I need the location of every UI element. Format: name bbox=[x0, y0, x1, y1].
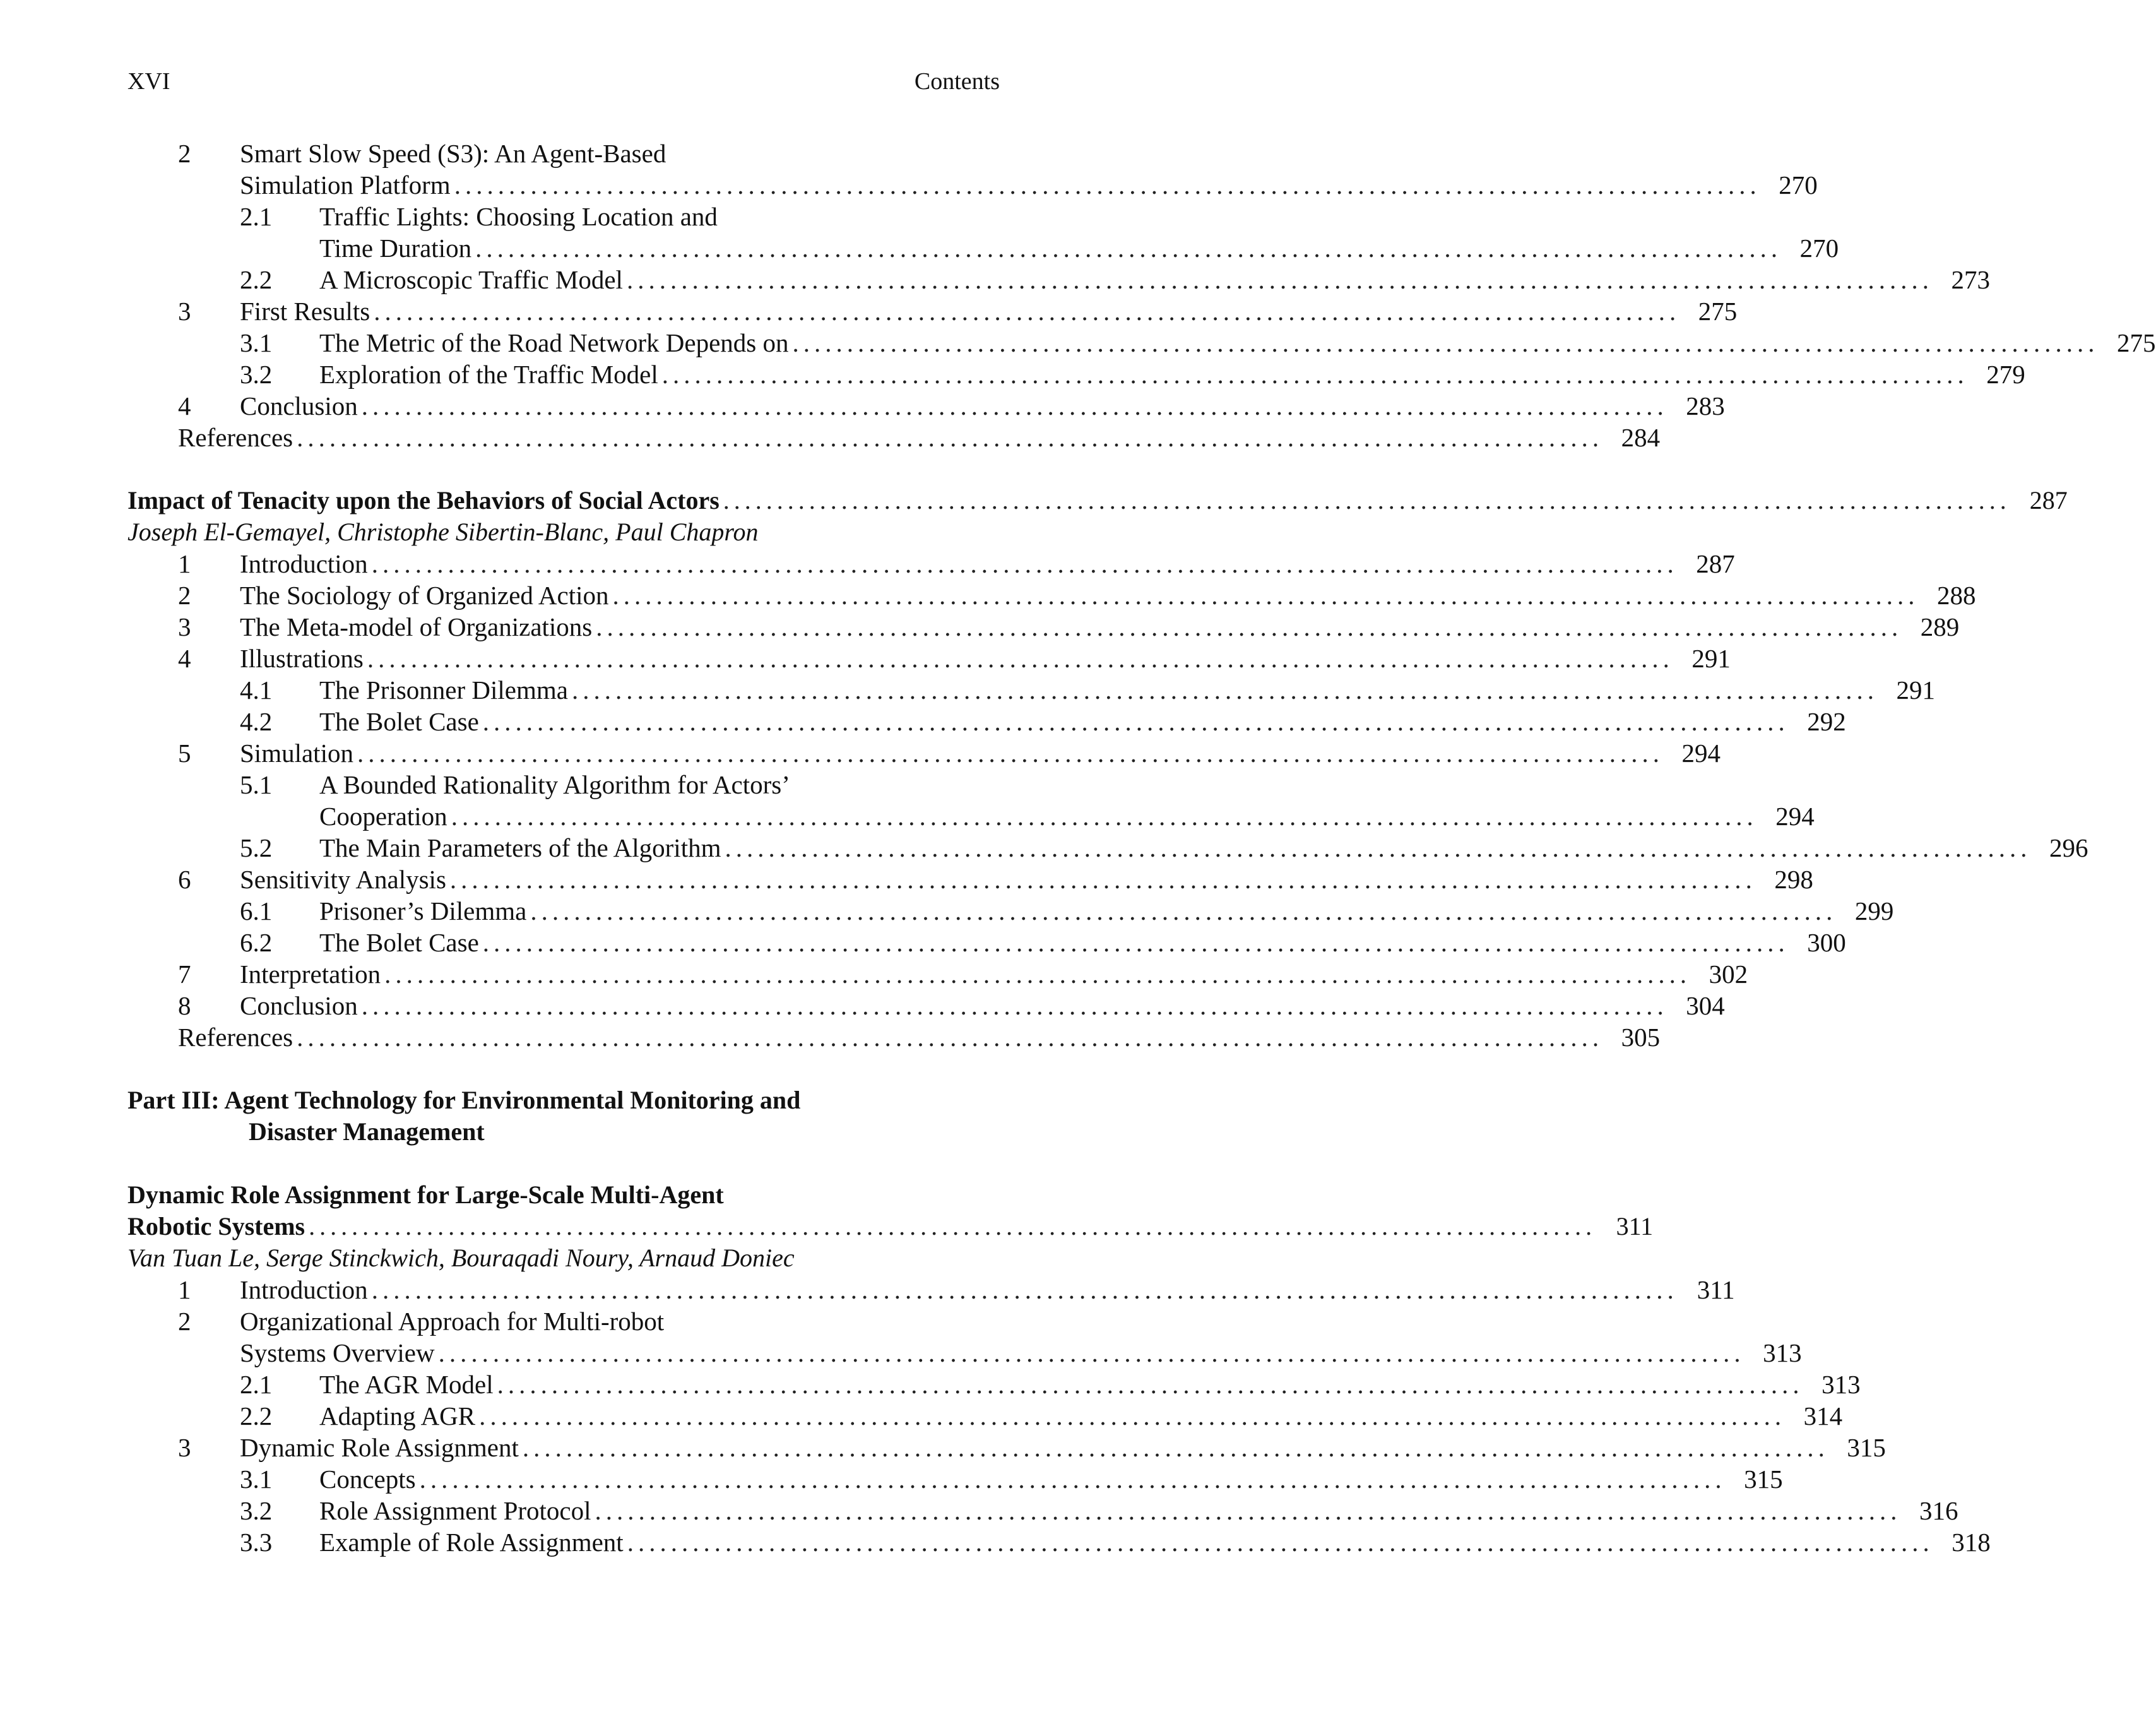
toc-entry-title: The Prisonner Dilemma bbox=[319, 675, 568, 705]
toc-entry-title: Cooperation bbox=[319, 802, 447, 831]
toc-chapter-title[interactable]: Impact of Tenacity upon the Behaviors of Social Actors ........................................................................................................................ 287 bbox=[127, 485, 1000, 516]
toc-page-number: 294 bbox=[1775, 802, 1815, 831]
toc-entry[interactable]: 1 Introduction ........................................................................................................................ 311 bbox=[178, 1275, 1735, 1304]
toc-entry-title: Exploration of the Traffic Model bbox=[319, 360, 658, 389]
toc-page-number: 287 bbox=[2029, 486, 2068, 514]
toc-page-number: 299 bbox=[1854, 896, 1894, 925]
toc-entry-title: The Meta-model of Organizations bbox=[240, 612, 593, 641]
toc-entry-title: Sensitivity Analysis bbox=[240, 865, 446, 894]
toc-page-number: 294 bbox=[1681, 739, 1721, 768]
toc-entry-title: The Bolet Case bbox=[319, 707, 479, 736]
toc-entry-title: A Microscopic Traffic Model bbox=[319, 265, 623, 294]
table-of-contents bbox=[127, 138, 2156, 1558]
toc-entry[interactable]: Time Duration ........................................................................................................................ 270 bbox=[319, 234, 1839, 263]
toc-entry-title: Adapting AGR bbox=[319, 1401, 476, 1430]
toc-page-number: 270 bbox=[1799, 234, 1839, 263]
toc-entry[interactable]: 8 Conclusion ........................................................................................................................ 304 bbox=[178, 991, 1725, 1020]
toc-entry[interactable]: 2.2 A Microscopic Traffic Model ........................................................................................................................ 273 bbox=[240, 265, 1990, 294]
toc-page-number: 296 bbox=[2049, 833, 2088, 862]
toc-entry[interactable]: Systems Overview ........................................................................................................................ 313 bbox=[240, 1338, 1802, 1367]
toc-entry[interactable]: 3.2 Exploration of the Traffic Model ........................................................................................................................ 279 bbox=[240, 360, 2025, 389]
toc-page-number: 311 bbox=[1697, 1275, 1735, 1304]
chapter-authors: Van Tuan Le, Serge Stinckwich, Bouraqadi Noury, Arnaud Doniec bbox=[127, 1244, 795, 1272]
running-title: Contents bbox=[914, 68, 1000, 95]
toc-entry[interactable]: 6 Sensitivity Analysis ........................................................................................................................ 298 bbox=[178, 865, 1813, 894]
toc-page-number: 298 bbox=[1774, 865, 1813, 894]
toc-page-number: 313 bbox=[1763, 1338, 1802, 1367]
toc-page-number: 313 bbox=[1821, 1370, 1861, 1399]
toc-page-number: 300 bbox=[1807, 928, 1846, 957]
toc-entry[interactable]: 4.1 The Prisonner Dilemma ........................................................................................................................ 291 bbox=[240, 675, 1935, 705]
toc-entry-title: Introduction bbox=[240, 1275, 368, 1304]
toc-entry-title: The Sociology of Organized Action bbox=[240, 581, 609, 610]
toc-entry-title: The AGR Model bbox=[319, 1370, 494, 1399]
toc-entry-title: The Main Parameters of the Algorithm bbox=[319, 833, 721, 862]
toc-page-number: 284 bbox=[1621, 423, 1661, 452]
page-number: XVI bbox=[127, 68, 170, 95]
toc-page-number: 291 bbox=[1896, 675, 1935, 705]
toc-entry[interactable]: 4.2 The Bolet Case ........................................................................................................................ 292 bbox=[240, 707, 1846, 736]
toc-entry-references[interactable]: References ........................................................................................................................ 284 bbox=[178, 423, 1661, 452]
toc-entry[interactable]: 3.3 Example of Role Assignment ........................................................................................................................ 318 bbox=[240, 1528, 1991, 1557]
toc-entry-title: Interpretation bbox=[240, 960, 381, 989]
toc-page-number: 273 bbox=[1951, 265, 1990, 294]
toc-page-number: 283 bbox=[1686, 391, 1725, 420]
toc-entry[interactable]: 2 The Sociology of Organized Action ........................................................................................................................ 288 bbox=[178, 581, 1976, 610]
toc-entry-title: Systems Overview bbox=[240, 1338, 435, 1367]
toc-entry[interactable]: 4 Illustrations ........................................................................................................................ 291 bbox=[178, 644, 1731, 673]
toc-entry-references[interactable]: References ........................................................................................................................ 305 bbox=[178, 1023, 1661, 1052]
toc-entry-title: References bbox=[178, 423, 293, 452]
toc-entry[interactable]: 2 Organizational Approach for Multi-robot bbox=[178, 1307, 665, 1336]
toc-page-number: 314 bbox=[1803, 1401, 1843, 1430]
toc-entry[interactable]: 2.2 Adapting AGR ........................................................................................................................ 314 bbox=[240, 1401, 1843, 1430]
toc-entry-title: Example of Role Assignment bbox=[319, 1528, 624, 1557]
toc-page-number: 318 bbox=[1952, 1528, 1991, 1557]
toc-entry-title: Conclusion bbox=[240, 391, 358, 420]
chapter-title-line2: Robotic Systems bbox=[127, 1212, 305, 1240]
toc-entry-title: Illustrations bbox=[240, 644, 364, 673]
toc-entry[interactable]: 5.2 The Main Parameters of the Algorithm ........................................................................................................................ 296 bbox=[240, 833, 2088, 862]
toc-entry[interactable]: 5.1 A Bounded Rationality Algorithm for Actors’ bbox=[240, 770, 790, 799]
toc-entry[interactable]: 3 The Meta-model of Organizations ........................................................................................................................ 289 bbox=[178, 612, 1960, 641]
part-heading-line1: Part III: Agent Technology for Environmental Monitoring and bbox=[127, 1086, 801, 1114]
toc-page-number: 288 bbox=[1937, 581, 1976, 610]
toc-entry[interactable]: 7 Interpretation ........................................................................................................................ 302 bbox=[178, 960, 1748, 989]
toc-entry[interactable]: 2 Smart Slow Speed (S3): An Agent-Based bbox=[178, 139, 666, 168]
toc-entry[interactable]: 5 Simulation ........................................................................................................................ 294 bbox=[178, 739, 1721, 768]
part-heading[interactable] bbox=[127, 1085, 1000, 1148]
toc-entry-title: The Bolet Case bbox=[319, 928, 479, 957]
toc-entry-title: Conclusion bbox=[240, 991, 358, 1020]
toc-entry-title: Simulation bbox=[240, 739, 353, 768]
toc-entry[interactable]: 6.1 Prisoner’s Dilemma ........................................................................................................................ 299 bbox=[240, 896, 1894, 925]
toc-entry-title: The Metric of the Road Network Depends on bbox=[319, 328, 789, 357]
toc-entry-title: Dynamic Role Assignment bbox=[240, 1433, 519, 1462]
toc-page-number: 289 bbox=[1920, 612, 1960, 641]
toc-entry-title: Introduction bbox=[240, 549, 368, 578]
toc-page-number: 275 bbox=[1698, 297, 1738, 326]
toc-page-number: 302 bbox=[1709, 960, 1748, 989]
toc-page-number: 279 bbox=[1986, 360, 2025, 389]
toc-entry[interactable]: 3 First Results ........................................................................................................................ 275 bbox=[178, 297, 1738, 326]
running-header bbox=[127, 66, 1000, 97]
toc-page-number: 311 bbox=[1616, 1212, 1654, 1240]
toc-entry-title: Simulation Platform bbox=[240, 170, 451, 199]
toc-page-number: 305 bbox=[1621, 1023, 1661, 1052]
chapter-title-line1: Dynamic Role Assignment for Large-Scale Multi-Agent bbox=[127, 1180, 724, 1209]
toc-page-number: 292 bbox=[1807, 707, 1846, 736]
toc-chapter-title[interactable] bbox=[127, 1179, 1000, 1211]
toc-page-number: 315 bbox=[1847, 1433, 1886, 1462]
part-heading-line2: Disaster Management bbox=[249, 1117, 485, 1146]
toc-entry-title: References bbox=[178, 1023, 293, 1052]
toc-entry[interactable]: Simulation Platform ........................................................................................................................ 270 bbox=[240, 170, 1818, 199]
toc-entry[interactable]: 1 Introduction ........................................................................................................................ 287 bbox=[178, 549, 1735, 578]
toc-chapter-title[interactable]: Robotic Systems ........................................................................................................................ 311 bbox=[127, 1211, 1000, 1242]
toc-page-number: 287 bbox=[1696, 549, 1735, 578]
toc-page-number: 315 bbox=[1744, 1465, 1783, 1494]
toc-page-number: 304 bbox=[1686, 991, 1725, 1020]
toc-entry[interactable]: 4 Conclusion ........................................................................................................................ 283 bbox=[178, 391, 1725, 420]
toc-entry-title: First Results bbox=[240, 297, 370, 326]
chapter-title: Impact of Tenacity upon the Behaviors of Social Actors bbox=[127, 486, 720, 514]
chapter-authors: Joseph El-Gemayel, Christophe Sibertin-Blanc, Paul Chapron bbox=[127, 518, 759, 546]
toc-entry[interactable]: 2.1 Traffic Lights: Choosing Location and bbox=[240, 202, 718, 231]
toc-entry[interactable]: 3.1 The Metric of the Road Network Depends on ........................................................................................................................ 275 bbox=[240, 328, 2156, 357]
toc-entry-title: Prisoner’s Dilemma bbox=[319, 896, 527, 925]
toc-page-number: 275 bbox=[2117, 328, 2156, 357]
toc-entry[interactable]: 3.2 Role Assignment Protocol ........................................................................................................................ 316 bbox=[240, 1496, 1958, 1525]
toc-entry-title: Concepts bbox=[319, 1465, 416, 1494]
toc-page-number: 291 bbox=[1691, 644, 1731, 673]
toc-page-number: 316 bbox=[1919, 1496, 1958, 1525]
toc-entry-title: Time Duration bbox=[319, 234, 472, 263]
toc-entry[interactable]: Cooperation ........................................................................................................................ 294 bbox=[319, 802, 1815, 831]
toc-entry[interactable]: 2.1 The AGR Model ........................................................................................................................ 313 bbox=[240, 1370, 1861, 1399]
toc-entry[interactable]: 6.2 The Bolet Case ........................................................................................................................ 300 bbox=[240, 928, 1846, 957]
toc-entry[interactable]: 3 Dynamic Role Assignment ........................................................................................................................ 315 bbox=[178, 1433, 1886, 1462]
toc-entry[interactable]: 3.1 Concepts ........................................................................................................................ 315 bbox=[240, 1465, 1783, 1494]
toc-entry-title: Role Assignment Protocol bbox=[319, 1496, 591, 1525]
toc-page-number: 270 bbox=[1779, 170, 1818, 199]
